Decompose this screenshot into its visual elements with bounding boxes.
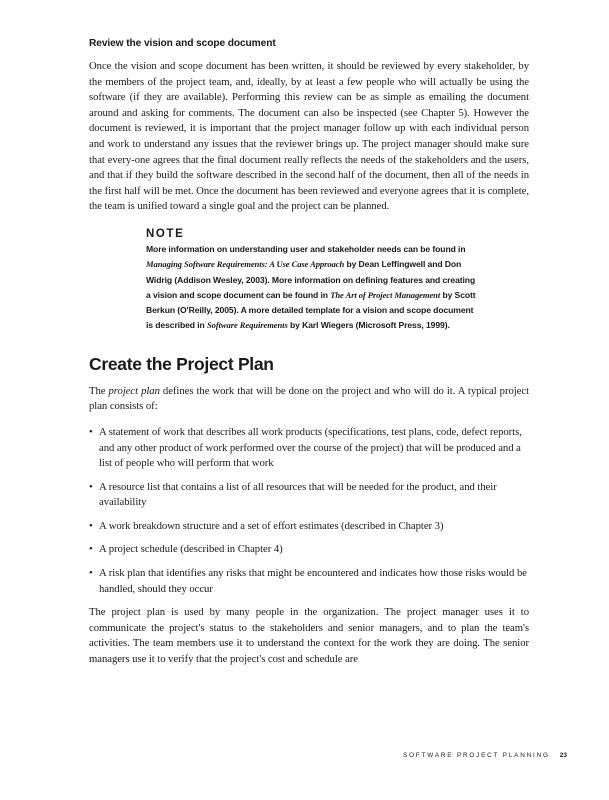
list-item-text: A statement of work that describes all work products (specifications, test plans, code, defect reports, and any other product of work performed over the course of the project) that will be produced and a list of people who will perform that work [99, 425, 522, 470]
note-text-part: by Scott Berkun (O'Reilly, 2005). A more detailed template for a vision and scope document is described in [146, 289, 476, 331]
project-plan-intro [89, 384, 529, 415]
bullet-icon: • [89, 567, 93, 580]
bullet-icon: • [89, 480, 93, 493]
note-text-part: by Karl Wiegers (Microsoft Press, 1999). [287, 320, 450, 331]
review-paragraph: Once the vision and scope document has been written, it should be reviewed by every stakeholder, by the members of the project team, and, ideally, by at least a few people who will actually be using the software (if they are available). Performing this review can be as simple as emailing the document around and asking for comments. The document can also be inspected (see Chapter 5). However the document is reviewed, it is important that the project manager follow up with each individual person and work to understand any issues that the reviewer brings up. The project manager should make sure that every-one agrees that the final document really reflects the needs of the stakeholders and the users, and that if they build the software described in the second half of the document, then all of the needs in the first half will be met. Once the document has been reviewed and everyone agrees that it is complete, the team is unified toward a single goal and the project can be planned. [89, 60, 529, 213]
section-heading: Create the Project Plan [89, 353, 274, 374]
closing-paragraph: The project plan is used by many people in the organization. The project manager uses it to communicate the project's status to the stakeholders and senior managers, and to plan the team's activities. The team members use it to understand the context for the work they are doing. The senior managers use it to verify that the project's cost and schedule are [89, 606, 529, 666]
book-title: Managing Software Requirements: A Use Case Approach [146, 259, 345, 270]
note-text-part: by Dean Leffingwell and Don Widrig (Addison Wesley, 2003). More information on defining features and creating a vision and scope document can be found in [146, 259, 476, 300]
list-item [89, 480, 529, 511]
list-item-text: A project schedule (described in Chapter 4) [99, 543, 283, 556]
page-number: 23 [559, 752, 567, 759]
bullet-icon: • [89, 543, 93, 556]
list-item [89, 425, 529, 472]
running-title: SOFTWARE PROJECT PLANNING [403, 752, 550, 759]
note-text-part: More information on understanding user and stakeholder needs can be found in [146, 243, 466, 254]
book-title: The Art of Project Management [330, 289, 441, 300]
bullet-icon: • [89, 425, 93, 438]
page-body [89, 38, 529, 668]
list-item-text: A work breakdown structure and a set of effort estimates (described in Chapter 3) [99, 519, 444, 532]
intro-text-part: The [89, 384, 109, 397]
list-item [89, 542, 529, 558]
plan-components-list [89, 425, 529, 597]
list-item-text: A resource list that contains a list of all resources that will be needed for the product, and their availability [99, 480, 497, 509]
intro-text-part: defines the work that will be done on the project and who will do it. A typical project plan consists of: [89, 384, 529, 413]
list-item-text: A risk plan that identifies any risks that might be encountered and indicates how those risks would be handled, should they occur [99, 567, 527, 595]
list-item [89, 566, 529, 597]
term-project-plan: project plan [108, 384, 160, 397]
bullet-icon: • [89, 519, 93, 532]
note-title: NOTE [146, 227, 185, 240]
note-text [146, 242, 476, 334]
book-title: Software Requirements [206, 320, 288, 331]
list-item [89, 519, 529, 535]
subsection-heading: Review the vision and scope document [89, 38, 276, 49]
note-box [146, 228, 476, 334]
page-footer [403, 752, 567, 759]
